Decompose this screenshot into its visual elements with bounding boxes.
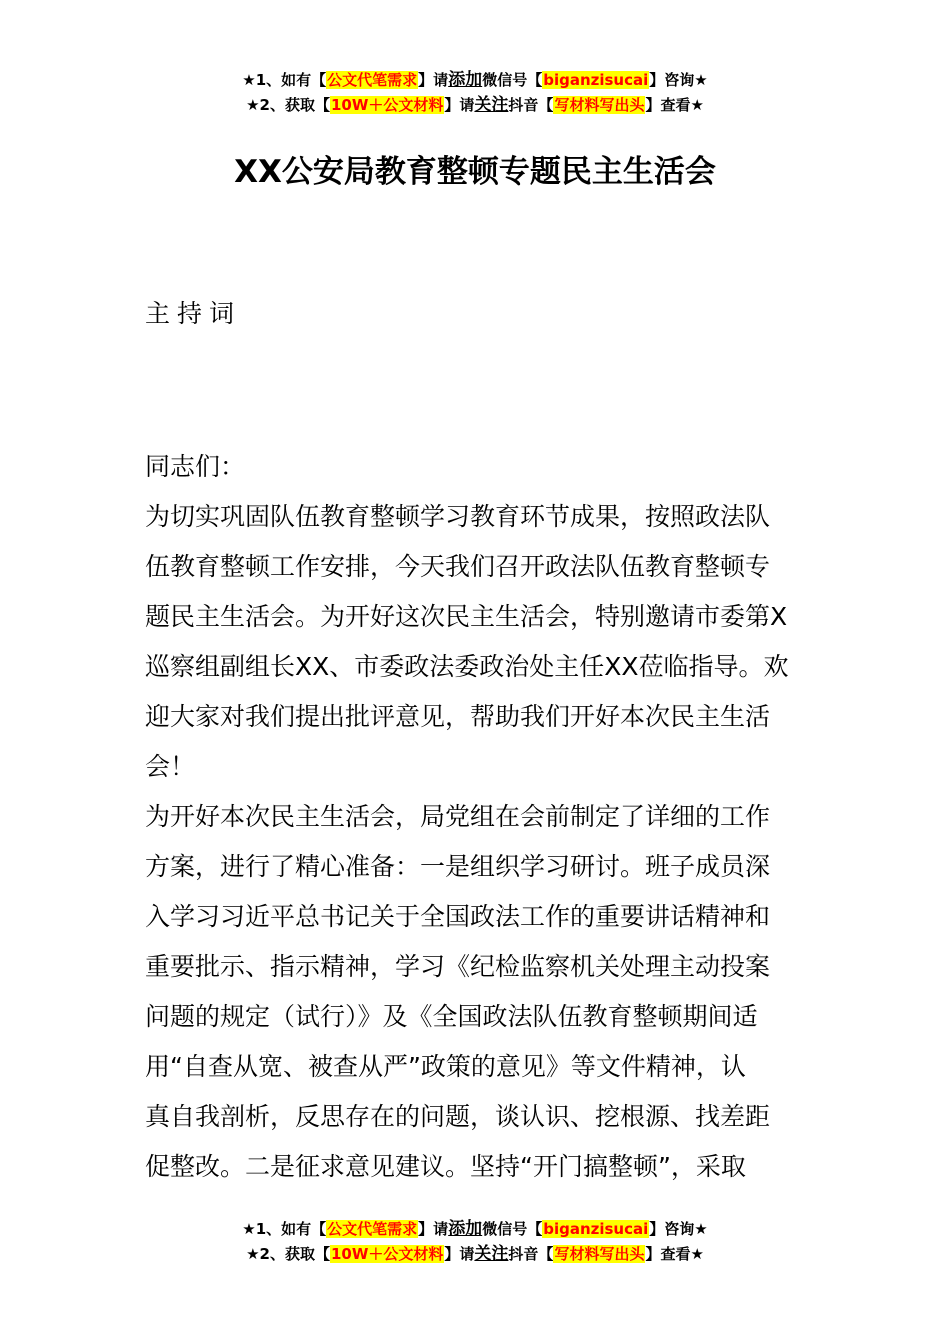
header-promo-banner [0,68,950,118]
promo-text: ★1、如有【 [242,71,327,89]
paragraph-2 [145,792,815,1192]
text-line: 为切实巩固队伍教育整顿学习教育环节成果，按照政法队 [145,502,771,531]
text-line: 用“自查从宽、被查从严”政策的意见》等文件精神，认 [145,1052,746,1081]
promo-text: 微信号【 [482,71,543,89]
promo-text: 微信号【 [482,1220,543,1238]
promo-text: 】咨询★ [649,1220,708,1238]
text-line: 为开好本次民主生活会，局党组在会前制定了详细的工作 [145,802,771,831]
promo-text: 抖音【 [508,1245,554,1263]
promo-highlight-wechat-id: biganzisucai [543,71,649,89]
promo-underline-add: 添加 [448,70,483,90]
salutation: 同志们： [145,452,246,481]
text-line: 入学习习近平总书记关于全国政法工作的重要讲话精神和 [145,902,771,931]
promo-highlight-wechat-id: biganzisucai [543,1220,649,1238]
footer-promo-banner [0,1217,950,1267]
promo-highlight-douyin: 写材料写出头 [554,1245,645,1263]
promo-text: ★2、获取【 [246,1245,330,1263]
promo-line-1 [0,1217,950,1242]
text-line: 题民主生活会。为开好这次民主生活会，特别邀请市委第X [145,602,788,631]
section-label: 主持词 [145,299,242,328]
text-line: 巡察组副组长XX、市委政法委政治处主任XX莅临指导。欢 [145,652,789,681]
text-line: 问题的规定（试行）》及《全国政法队伍教育整顿期间适 [145,1002,758,1031]
promo-underline-follow: 关注 [474,1244,509,1264]
paragraph-1 [145,492,815,792]
promo-text: 】请 [418,1220,449,1238]
text-line: 促整改。二是征求意见建议。坚持“开门搞整顿”，采取 [145,1152,746,1181]
promo-line-2 [0,1242,950,1267]
text-line: 伍教育整顿工作安排，今天我们召开政法队伍教育整顿专 [145,552,771,581]
promo-highlight-materials: 10W＋公文材料 [330,96,444,114]
text-line: 迎大家对我们提出批评意见，帮助我们开好本次民主生活 [145,702,771,731]
promo-text: 】查看★ [645,96,704,114]
text-line: 会！ [145,752,196,781]
promo-line-1 [0,68,950,93]
promo-text: 抖音【 [508,96,554,114]
promo-line-2 [0,93,950,118]
text-line: 重要批示、指示精神，学习《纪检监察机关处理主动投案 [145,952,771,981]
text-line: 真自我剖析，反思存在的问题，谈认识、挖根源、找差距 [145,1102,771,1131]
promo-highlight-douyin: 写材料写出头 [554,96,645,114]
promo-highlight-service: 公文代笔需求 [327,71,418,89]
promo-underline-follow: 关注 [474,95,509,115]
promo-highlight-service: 公文代笔需求 [327,1220,418,1238]
promo-text: ★1、如有【 [242,1220,327,1238]
document-body [145,442,815,1192]
text-line: 方案，进行了精心准备：一是组织学习研讨。班子成员深 [145,852,771,881]
promo-highlight-materials: 10W＋公文材料 [330,1245,444,1263]
promo-text: 】请 [418,71,449,89]
promo-text: ★2、获取【 [246,96,330,114]
promo-text: 】查看★ [645,1245,704,1263]
document-title: XX公安局教育整顿专题民主生活会 [234,154,716,190]
promo-text: 】请 [444,1245,475,1263]
promo-text: 】请 [444,96,475,114]
promo-text: 】咨询★ [649,71,708,89]
promo-underline-add: 添加 [448,1219,483,1239]
